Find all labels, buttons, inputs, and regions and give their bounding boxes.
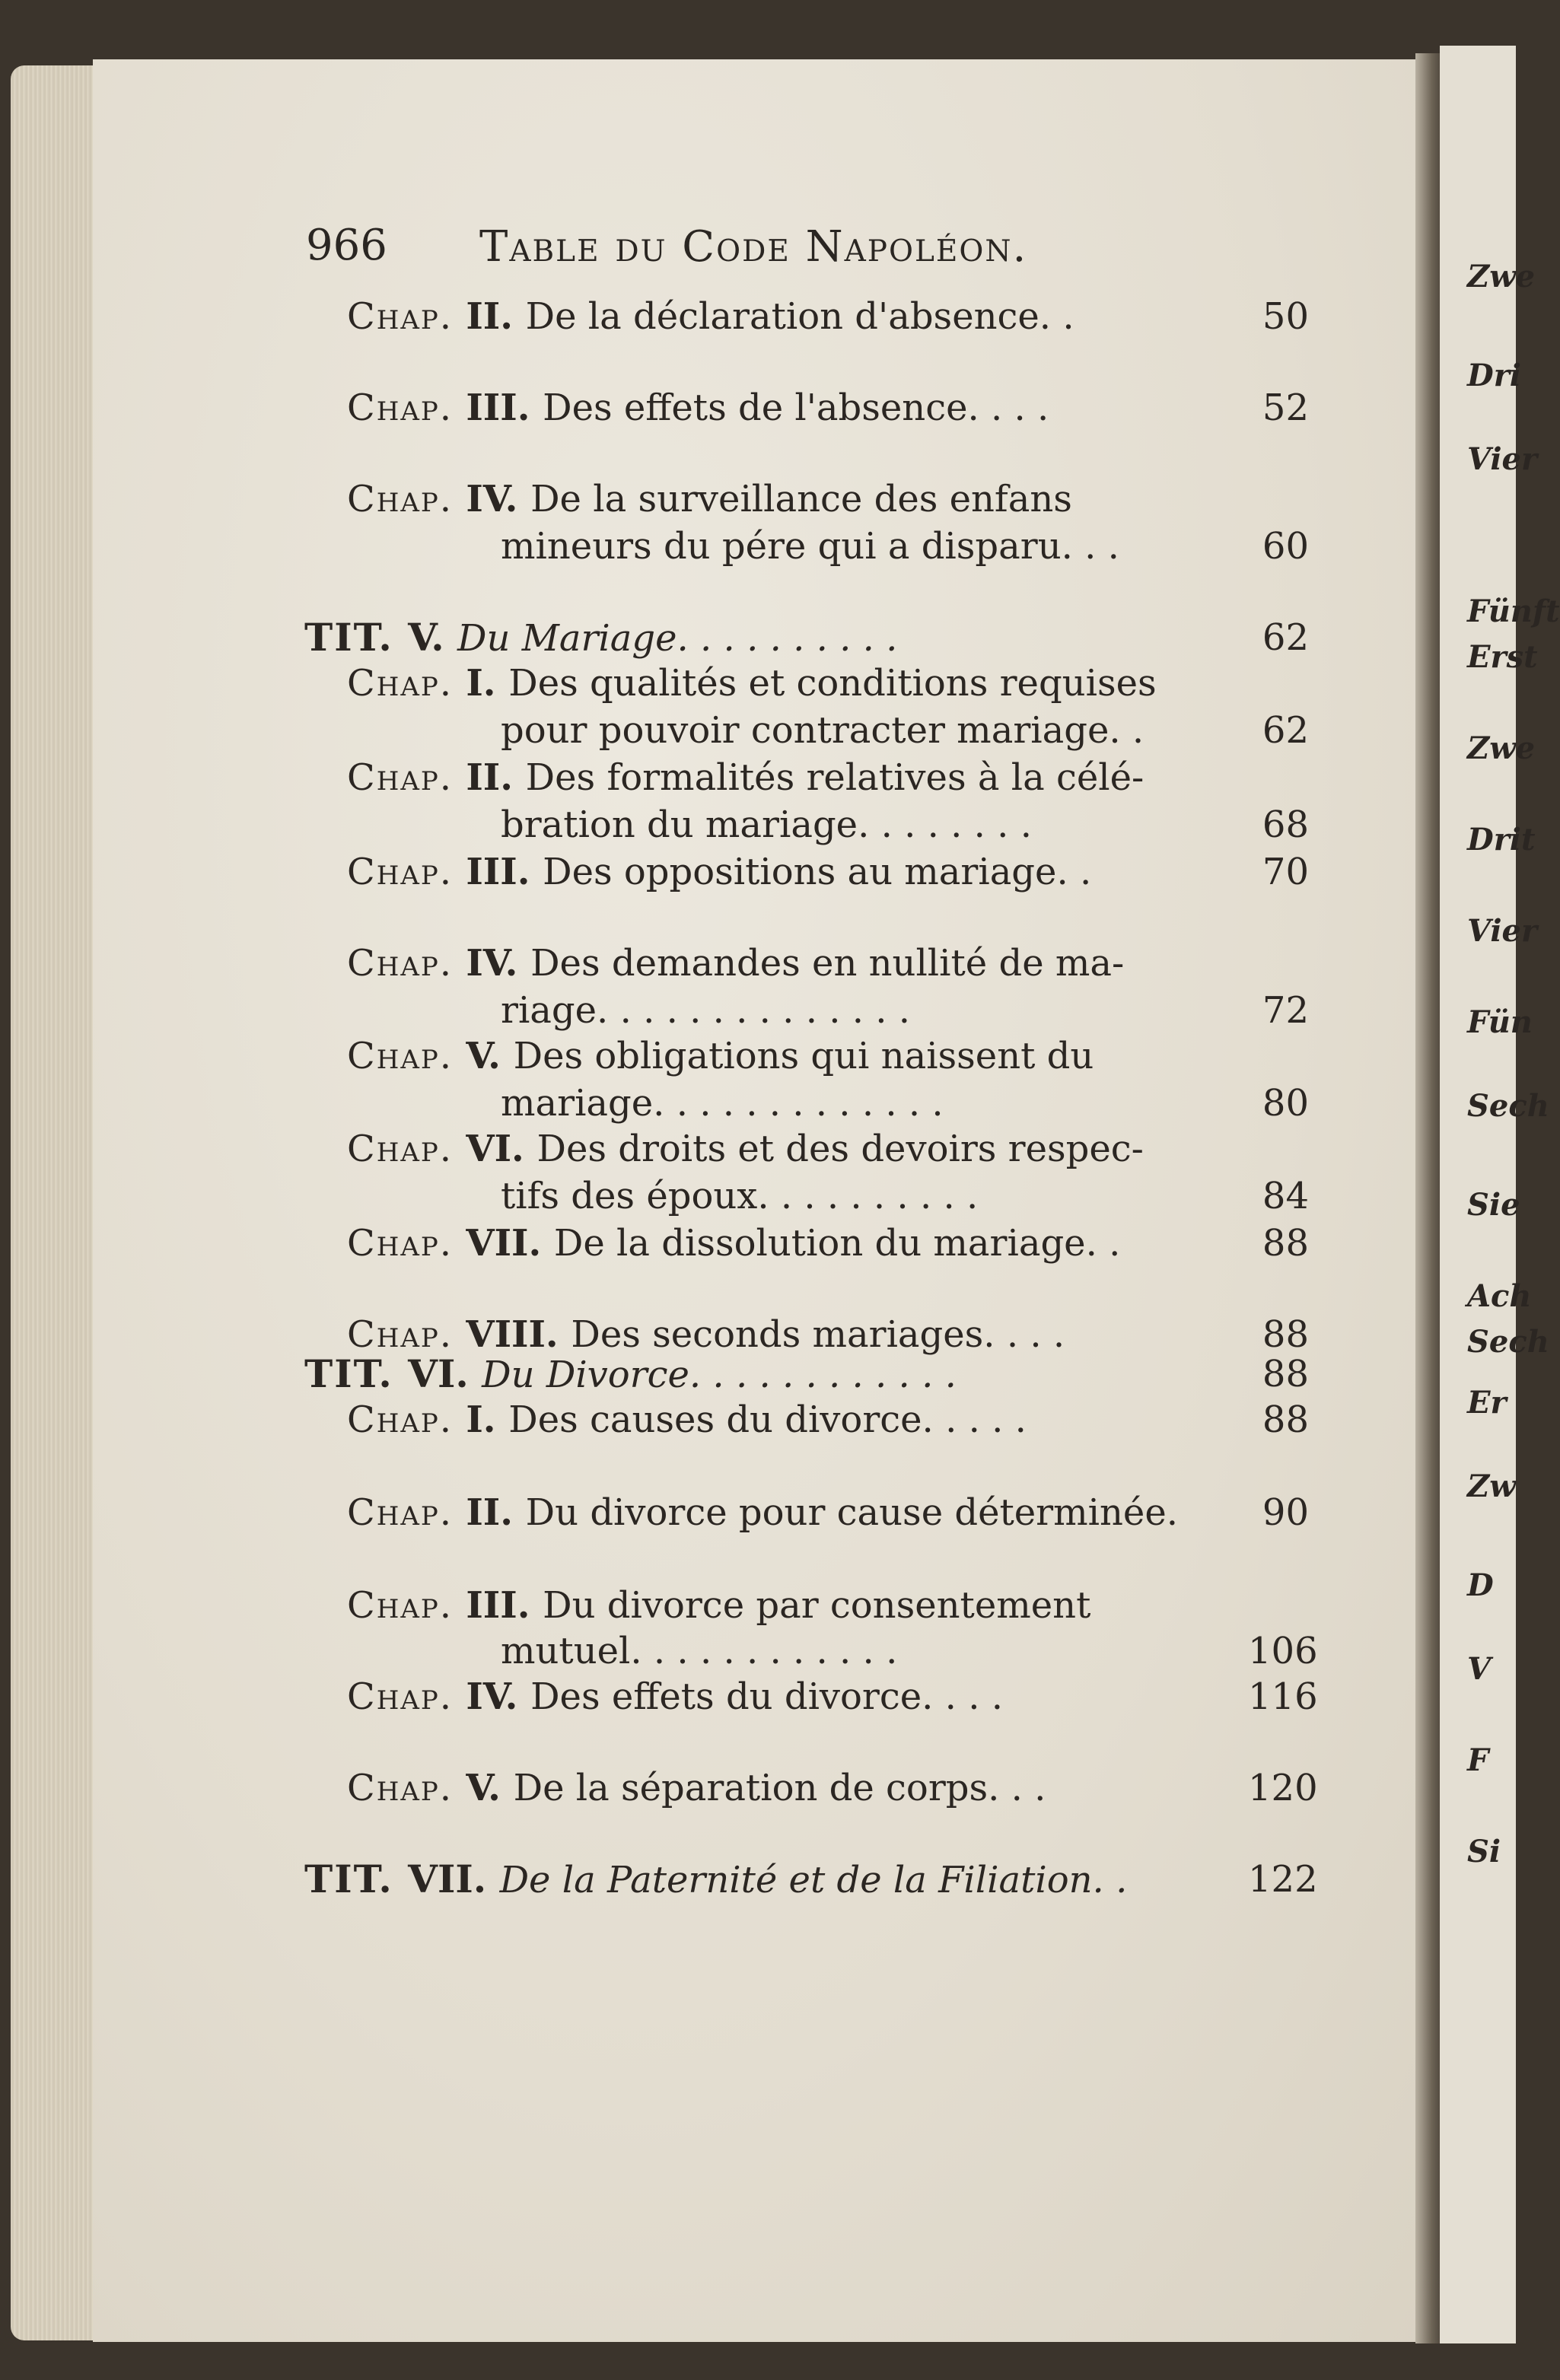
toc-entry-line [347, 294, 1074, 339]
entry-text: Des qualités et conditions requises [508, 662, 1157, 705]
entry-text: mutuel. . . . . . . . . . . . [501, 1630, 898, 1672]
toc-entry-line [501, 1173, 978, 1219]
toc-entry-line [347, 1312, 1065, 1357]
chapter-number: V. [466, 1035, 514, 1077]
entry-text: Des seconds mariages. . . . [571, 1313, 1065, 1356]
entry-text: Des demandes en nullité de ma- [530, 942, 1125, 985]
entry-text: Du divorce pour cause déterminée. [525, 1491, 1178, 1534]
page-reference: 84 [1262, 1175, 1309, 1217]
facing-page-word: Vier [1467, 913, 1538, 949]
page-reference: 106 [1248, 1630, 1318, 1672]
entry-text: Des causes du divorce. . . . . [508, 1398, 1027, 1441]
chapter-label: Chap. [347, 1222, 466, 1265]
entry-text: Du Mariage. . . . . . . . . . [457, 617, 898, 660]
chapter-number: I. [466, 1398, 509, 1441]
page-reference: 60 [1262, 525, 1309, 568]
toc-entry-line [347, 1033, 1094, 1079]
chapter-label: Chap. [347, 478, 466, 520]
chapter-number: IV. [466, 942, 531, 985]
entry-text: De la Paternité et de la Filiation. . [499, 1859, 1128, 1901]
facing-page-word: Si [1467, 1834, 1501, 1869]
page-reference: 50 [1262, 295, 1309, 338]
entry-text: Du Divorce. . . . . . . . . . . . [482, 1354, 957, 1396]
facing-page-word: Drit [1467, 822, 1536, 858]
page-reference: 120 [1248, 1767, 1318, 1809]
entry-text: mineurs du pére qui a disparu. . . [501, 525, 1119, 568]
toc-entry-line [304, 1351, 957, 1397]
page-title: Table du Code Napoléon. [479, 222, 1028, 272]
toc-entry-line [347, 1490, 1178, 1535]
entry-text: Des effets de l'absence. . . . [543, 387, 1049, 429]
entry-text: pour pouvoir contracter mariage. . [501, 709, 1145, 752]
toc-entry-line [501, 802, 1032, 848]
toc-entry-line [347, 1220, 1120, 1266]
facing-page-word: Er [1467, 1385, 1507, 1421]
facing-page-word: Dri [1467, 358, 1521, 393]
toc-entry-line [347, 849, 1091, 895]
entry-text: Du divorce par consentement [543, 1584, 1091, 1627]
page-reference: 70 [1262, 851, 1309, 893]
facing-page-word: D [1467, 1567, 1494, 1603]
toc-entry-line [347, 1126, 1144, 1172]
facing-page-word: Fün [1467, 1004, 1533, 1040]
page-reference: 88 [1262, 1222, 1309, 1265]
facing-page-word: V [1467, 1651, 1492, 1687]
toc-entry-line [347, 385, 1049, 431]
entry-text: Des effets du divorce. . . . [530, 1675, 1003, 1718]
facing-page-word: F [1467, 1742, 1489, 1778]
chapter-label: Chap. [347, 756, 466, 799]
entry-text: mariage. . . . . . . . . . . . . [501, 1082, 944, 1125]
chapter-number: V. [466, 1767, 514, 1809]
facing-page-word: Zw [1467, 1468, 1516, 1504]
toc-entry-line [501, 708, 1144, 753]
page-reference: 122 [1248, 1858, 1318, 1901]
toc-entry-line [347, 660, 1157, 706]
entry-text: Des obligations qui naissent du [513, 1035, 1094, 1077]
toc-entry-line [347, 1583, 1090, 1628]
title-label: TIT. [304, 1857, 409, 1901]
chapter-label: Chap. [347, 1035, 466, 1077]
chapter-number: II. [466, 756, 526, 799]
facing-page-word: Zwe [1467, 259, 1536, 294]
entry-text: Des oppositions au mariage. . [543, 851, 1092, 893]
page-reference: 80 [1262, 1082, 1309, 1125]
toc-entry-line [347, 1765, 1046, 1811]
page-reference: 62 [1262, 709, 1309, 752]
chapter-number: III. [466, 851, 543, 893]
chapter-label: Chap. [347, 1398, 466, 1441]
page-reference: 62 [1262, 616, 1309, 659]
chapter-label: Chap. [347, 1313, 466, 1356]
chapter-number: VIII. [466, 1313, 571, 1356]
chapter-number: I. [466, 662, 509, 705]
chapter-number: II. [466, 295, 526, 338]
chapter-label: Chap. [347, 851, 466, 893]
page-reference: 90 [1262, 1491, 1309, 1534]
toc-entry-line [347, 476, 1072, 522]
page-reference: 88 [1262, 1313, 1309, 1356]
toc-entry-line [501, 1080, 944, 1126]
facing-page-word: Sie [1467, 1187, 1520, 1223]
entry-text: bration du mariage. . . . . . . . [501, 803, 1032, 846]
title-label: TIT. [304, 1351, 409, 1396]
page-reference: 88 [1262, 1398, 1309, 1441]
facing-page-word: Sech [1467, 1088, 1549, 1124]
page-reference: 52 [1262, 387, 1309, 429]
chapter-label: Chap. [347, 662, 466, 705]
toc-entry-line [501, 988, 910, 1033]
chapter-number: VII. [408, 1857, 500, 1901]
chapter-number: IV. [466, 478, 531, 520]
toc-entry-line [501, 1628, 897, 1674]
facing-page-word: Erst [1467, 639, 1538, 675]
chapter-label: Chap. [347, 942, 466, 985]
toc-entry-line [304, 1857, 1127, 1902]
chapter-label: Chap. [347, 295, 466, 338]
page-number: 966 [306, 221, 387, 270]
entry-text: tifs des époux. . . . . . . . . . [501, 1175, 979, 1217]
facing-page-word: Fünft [1467, 593, 1560, 629]
title-label: TIT. [304, 615, 409, 660]
chapter-label: Chap. [347, 1675, 466, 1718]
toc-entry-line [347, 1397, 1027, 1443]
page-stack-edge [11, 65, 102, 2340]
chapter-number: II. [466, 1491, 526, 1534]
facing-page-word: Zwe [1467, 730, 1536, 766]
chapter-label: Chap. [347, 1491, 466, 1534]
chapter-label: Chap. [347, 1584, 466, 1627]
entry-text: De la déclaration d'absence. . [525, 295, 1074, 338]
chapter-label: Chap. [347, 1128, 466, 1170]
toc-entry-line [347, 940, 1124, 986]
chapter-number: V. [408, 615, 458, 660]
page-reference: 88 [1262, 1353, 1309, 1395]
chapter-number: III. [466, 387, 543, 429]
page-reference: 68 [1262, 803, 1309, 846]
entry-text: Des formalités relatives à la célé- [525, 756, 1145, 799]
chapter-label: Chap. [347, 1767, 466, 1809]
toc-entry-line [347, 755, 1144, 800]
facing-page-word: Vier [1467, 441, 1538, 477]
chapter-number: VII. [466, 1222, 554, 1265]
entry-text: De la séparation de corps. . . [513, 1767, 1046, 1809]
entry-text: Des droits et des devoirs respec- [536, 1128, 1144, 1170]
book-gutter [1415, 53, 1443, 2343]
entry-text: De la dissolution du mariage. . [553, 1222, 1121, 1265]
entry-text: riage. . . . . . . . . . . . . . [501, 989, 911, 1032]
page-reference: 72 [1262, 989, 1309, 1032]
entry-text: De la surveillance des enfans [530, 478, 1072, 520]
page-reference: 116 [1248, 1675, 1318, 1718]
facing-page-word: Ach [1467, 1278, 1532, 1314]
chapter-label: Chap. [347, 387, 466, 429]
toc-entry-line [501, 523, 1119, 569]
toc-entry-line [304, 615, 897, 660]
chapter-number: VI. [466, 1128, 537, 1170]
toc-entry-line [347, 1674, 1003, 1720]
chapter-number: VI. [408, 1351, 482, 1396]
chapter-number: IV. [466, 1675, 531, 1718]
chapter-number: III. [466, 1584, 543, 1627]
facing-page-word: Sech [1467, 1324, 1549, 1360]
